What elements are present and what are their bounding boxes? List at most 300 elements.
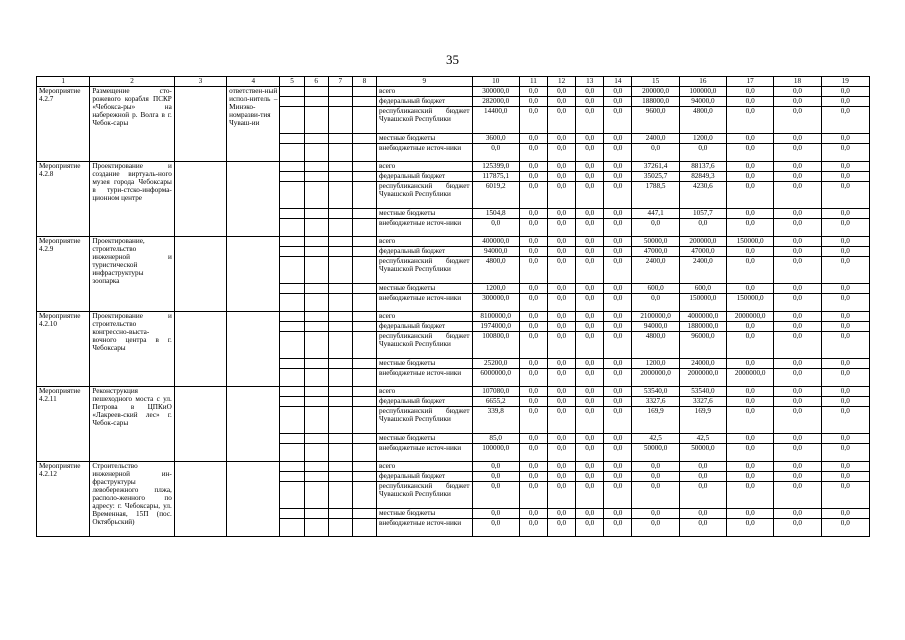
amount-cell: 2400,0	[632, 134, 679, 144]
amount-cell: 0,0	[727, 247, 774, 257]
amount-cell: 0,0	[774, 359, 821, 369]
code-cell	[304, 87, 328, 97]
amount-cell: 0,0	[821, 107, 869, 134]
code-cell	[352, 407, 376, 434]
column-number: 18	[774, 77, 821, 87]
code-cell	[304, 162, 328, 172]
responsible-executor	[227, 387, 280, 462]
code-cell	[280, 219, 304, 237]
amount-cell: 0,0	[548, 182, 576, 209]
amount-cell: 0,0	[821, 397, 869, 407]
amount-cell: 0,0	[632, 144, 679, 162]
column-number: 11	[519, 77, 547, 87]
empty-cell	[174, 462, 226, 537]
code-cell	[328, 209, 352, 219]
code-cell	[352, 332, 376, 359]
code-cell	[328, 219, 352, 237]
code-cell	[352, 144, 376, 162]
amount-cell: 0,0	[576, 359, 604, 369]
code-cell	[352, 87, 376, 97]
amount-cell: 0,0	[519, 144, 547, 162]
column-number: 19	[821, 77, 869, 87]
amount-cell: 0,0	[821, 294, 869, 312]
code-cell	[352, 247, 376, 257]
code-cell	[304, 397, 328, 407]
amount-cell: 0,0	[604, 257, 632, 284]
code-cell	[280, 209, 304, 219]
code-cell	[304, 369, 328, 387]
amount-cell: 0,0	[604, 97, 632, 107]
amount-cell: 0,0	[727, 462, 774, 472]
amount-cell: 14400,0	[472, 107, 519, 134]
amount-cell: 0,0	[548, 209, 576, 219]
amount-cell: 0,0	[519, 444, 547, 462]
column-number: 12	[548, 77, 576, 87]
amount-cell: 0,0	[821, 182, 869, 209]
funding-source: внебюджетные источ-ники	[377, 219, 473, 237]
code-cell	[304, 144, 328, 162]
code-cell	[304, 472, 328, 482]
amount-cell: 0,0	[774, 434, 821, 444]
amount-cell: 37261,4	[632, 162, 679, 172]
amount-cell: 0,0	[519, 182, 547, 209]
amount-cell: 0,0	[821, 134, 869, 144]
amount-cell: 1504,8	[472, 209, 519, 219]
code-cell	[280, 434, 304, 444]
amount-cell: 0,0	[727, 509, 774, 519]
amount-cell: 0,0	[821, 322, 869, 332]
amount-cell: 0,0	[576, 182, 604, 209]
code-cell	[352, 322, 376, 332]
amount-cell: 400000,0	[472, 237, 519, 247]
code-cell	[304, 322, 328, 332]
empty-cell	[174, 387, 226, 462]
amount-cell: 0,0	[604, 434, 632, 444]
amount-cell: 0,0	[519, 397, 547, 407]
amount-cell: 0,0	[632, 482, 679, 509]
table-row	[37, 387, 870, 397]
amount-cell: 0,0	[548, 134, 576, 144]
amount-cell: 0,0	[727, 472, 774, 482]
funding-source: внебюджетные источ-ники	[377, 294, 473, 312]
code-cell	[352, 434, 376, 444]
amount-cell: 0,0	[576, 434, 604, 444]
amount-cell: 3600,0	[472, 134, 519, 144]
code-cell	[304, 284, 328, 294]
code-cell	[280, 237, 304, 247]
amount-cell: 0,0	[774, 97, 821, 107]
amount-cell: 2000000,0	[679, 369, 726, 387]
amount-cell: 53540,0	[632, 387, 679, 397]
event-name: Проектирование и создание виртуаль-ного музея города Чебоксары в тури-стско-информа-ционном центре	[90, 162, 175, 237]
amount-cell: 0,0	[727, 397, 774, 407]
column-number: 6	[304, 77, 328, 87]
code-cell	[328, 107, 352, 134]
amount-cell: 53540,0	[679, 387, 726, 397]
amount-cell: 0,0	[604, 482, 632, 509]
amount-cell: 0,0	[576, 107, 604, 134]
code-cell	[352, 257, 376, 284]
amount-cell: 0,0	[519, 387, 547, 397]
amount-cell: 0,0	[727, 97, 774, 107]
event-name: Реконструкция пешеходного моста с ул. Петрова в ЦПКиО «Лакреев-ский лес» г. Чебок-сары	[90, 387, 175, 462]
table-row	[37, 162, 870, 172]
amount-cell: 0,0	[576, 482, 604, 509]
amount-cell: 0,0	[576, 397, 604, 407]
amount-cell: 282000,0	[472, 97, 519, 107]
amount-cell: 0,0	[519, 407, 547, 434]
empty-cell	[174, 87, 226, 162]
amount-cell: 0,0	[548, 247, 576, 257]
code-cell	[280, 519, 304, 537]
code-cell	[304, 444, 328, 462]
amount-cell: 4800,0	[679, 107, 726, 134]
code-cell	[280, 97, 304, 107]
amount-cell: 0,0	[519, 257, 547, 284]
amount-cell: 0,0	[821, 312, 869, 322]
amount-cell: 94000,0	[679, 97, 726, 107]
amount-cell: 169,9	[632, 407, 679, 434]
amount-cell: 0,0	[604, 387, 632, 397]
amount-cell: 0,0	[519, 162, 547, 172]
code-cell	[280, 472, 304, 482]
amount-cell: 0,0	[519, 359, 547, 369]
column-number: 3	[174, 77, 226, 87]
code-cell	[280, 359, 304, 369]
code-cell	[280, 482, 304, 509]
amount-cell: 4230,6	[679, 182, 726, 209]
column-number: 2	[90, 77, 175, 87]
amount-cell: 0,0	[774, 519, 821, 537]
amount-cell: 0,0	[604, 294, 632, 312]
event-id: Мероприятие 4.2.12	[37, 462, 90, 537]
amount-cell: 0,0	[632, 509, 679, 519]
amount-cell: 0,0	[519, 462, 547, 472]
amount-cell: 0,0	[519, 472, 547, 482]
amount-cell: 42,5	[679, 434, 726, 444]
amount-cell: 0,0	[519, 209, 547, 219]
amount-cell: 0,0	[679, 519, 726, 537]
code-cell	[304, 434, 328, 444]
amount-cell: 0,0	[604, 219, 632, 237]
amount-cell: 0,0	[821, 387, 869, 397]
amount-cell: 0,0	[604, 332, 632, 359]
amount-cell: 0,0	[727, 434, 774, 444]
amount-cell: 82849,3	[679, 172, 726, 182]
amount-cell: 0,0	[774, 332, 821, 359]
event-id: Мероприятие 4.2.7	[37, 87, 90, 162]
code-cell	[352, 509, 376, 519]
amount-cell: 0,0	[727, 87, 774, 97]
amount-cell: 50000,0	[632, 444, 679, 462]
amount-cell: 0,0	[774, 397, 821, 407]
code-cell	[304, 359, 328, 369]
amount-cell: 169,9	[679, 407, 726, 434]
amount-cell: 1200,0	[679, 134, 726, 144]
amount-cell: 0,0	[604, 472, 632, 482]
amount-cell: 9600,0	[632, 107, 679, 134]
amount-cell: 94000,0	[472, 247, 519, 257]
code-cell	[352, 359, 376, 369]
amount-cell: 0,0	[472, 462, 519, 472]
code-cell	[304, 407, 328, 434]
amount-cell: 0,0	[576, 162, 604, 172]
amount-cell: 0,0	[519, 107, 547, 134]
amount-cell: 0,0	[632, 472, 679, 482]
amount-cell: 2000000,0	[727, 369, 774, 387]
amount-cell: 0,0	[548, 284, 576, 294]
amount-cell: 0,0	[548, 407, 576, 434]
column-number: 17	[727, 77, 774, 87]
code-cell	[280, 284, 304, 294]
amount-cell: 25200,0	[472, 359, 519, 369]
amount-cell: 0,0	[576, 387, 604, 397]
amount-cell: 0,0	[632, 462, 679, 472]
column-number: 5	[280, 77, 304, 87]
code-cell	[328, 387, 352, 397]
code-cell	[280, 172, 304, 182]
empty-cell	[174, 162, 226, 237]
funding-source: всего	[377, 237, 473, 247]
amount-cell: 100000,0	[679, 87, 726, 97]
amount-cell: 0,0	[519, 219, 547, 237]
column-number: 10	[472, 77, 519, 87]
amount-cell: 4800,0	[632, 332, 679, 359]
code-cell	[328, 237, 352, 247]
amount-cell: 0,0	[548, 144, 576, 162]
event-name: Строительство инженерной ин-фраструктуры левобережного плжа, располо-женного по адресу: г. Чебоксары, ул. Временная, 15П (пос. Октябрьский)	[90, 462, 175, 537]
amount-cell: 0,0	[774, 107, 821, 134]
funding-source: всего	[377, 312, 473, 322]
code-cell	[280, 509, 304, 519]
amount-cell: 0,0	[604, 462, 632, 472]
amount-cell: 2100000,0	[632, 312, 679, 322]
amount-cell: 0,0	[774, 134, 821, 144]
amount-cell: 0,0	[821, 284, 869, 294]
funding-source: федеральный бюджет	[377, 397, 473, 407]
amount-cell: 0,0	[727, 519, 774, 537]
amount-cell: 0,0	[519, 247, 547, 257]
funding-source: местные бюджеты	[377, 284, 473, 294]
amount-cell: 0,0	[604, 369, 632, 387]
amount-cell: 0,0	[727, 162, 774, 172]
amount-cell: 0,0	[774, 322, 821, 332]
amount-cell: 0,0	[548, 444, 576, 462]
funding-source: местные бюджеты	[377, 434, 473, 444]
page-number: 35	[446, 52, 459, 67]
amount-cell: 0,0	[519, 369, 547, 387]
amount-cell: 0,0	[774, 387, 821, 397]
amount-cell: 3327,6	[632, 397, 679, 407]
code-cell	[304, 387, 328, 397]
code-cell	[304, 519, 328, 537]
funding-source: внебюджетные источ-ники	[377, 144, 473, 162]
responsible-executor	[227, 162, 280, 237]
amount-cell: 200000,0	[679, 237, 726, 247]
amount-cell: 0,0	[604, 359, 632, 369]
table-row	[37, 237, 870, 247]
amount-cell: 150000,0	[679, 294, 726, 312]
amount-cell: 0,0	[548, 237, 576, 247]
column-number: 9	[377, 77, 473, 87]
amount-cell: 0,0	[519, 172, 547, 182]
amount-cell: 0,0	[774, 312, 821, 322]
amount-cell: 0,0	[519, 237, 547, 247]
amount-cell: 0,0	[548, 462, 576, 472]
amount-cell: 0,0	[821, 209, 869, 219]
amount-cell: 0,0	[821, 237, 869, 247]
code-cell	[352, 162, 376, 172]
amount-cell: 0,0	[632, 219, 679, 237]
amount-cell: 0,0	[821, 257, 869, 284]
code-cell	[352, 209, 376, 219]
funding-source: федеральный бюджет	[377, 172, 473, 182]
amount-cell: 0,0	[679, 472, 726, 482]
responsible-executor: ответствен-ный испол-нитель – Минэко-номразви-тия Чуваш-ии	[227, 87, 280, 162]
funding-source: всего	[377, 162, 473, 172]
amount-cell: 0,0	[548, 397, 576, 407]
amount-cell: 0,0	[548, 369, 576, 387]
code-cell	[304, 312, 328, 322]
code-cell	[352, 107, 376, 134]
amount-cell: 0,0	[604, 312, 632, 322]
amount-cell: 0,0	[576, 509, 604, 519]
amount-cell: 4800,0	[472, 257, 519, 284]
amount-cell: 0,0	[679, 482, 726, 509]
amount-cell: 0,0	[821, 87, 869, 97]
amount-cell: 125399,0	[472, 162, 519, 172]
amount-cell: 0,0	[604, 322, 632, 332]
column-number: 7	[328, 77, 352, 87]
code-cell	[328, 434, 352, 444]
amount-cell: 1788,5	[632, 182, 679, 209]
amount-cell: 0,0	[604, 509, 632, 519]
column-number: 8	[352, 77, 376, 87]
amount-cell: 150000,0	[727, 294, 774, 312]
amount-cell: 0,0	[727, 134, 774, 144]
amount-cell: 0,0	[576, 237, 604, 247]
amount-cell: 0,0	[774, 162, 821, 172]
amount-cell: 0,0	[774, 472, 821, 482]
amount-cell: 0,0	[604, 162, 632, 172]
amount-cell: 0,0	[519, 482, 547, 509]
amount-cell: 88137,6	[679, 162, 726, 172]
code-cell	[328, 359, 352, 369]
code-cell	[328, 509, 352, 519]
amount-cell: 0,0	[548, 482, 576, 509]
amount-cell: 600,0	[679, 284, 726, 294]
amount-cell: 1200,0	[472, 284, 519, 294]
amount-cell: 0,0	[604, 284, 632, 294]
code-cell	[328, 312, 352, 322]
amount-cell: 447,1	[632, 209, 679, 219]
amount-cell: 0,0	[472, 144, 519, 162]
amount-cell: 0,0	[548, 332, 576, 359]
amount-cell: 47000,0	[679, 247, 726, 257]
amount-cell: 0,0	[774, 284, 821, 294]
amount-cell: 0,0	[548, 257, 576, 284]
code-cell	[328, 462, 352, 472]
responsible-executor	[227, 462, 280, 537]
amount-cell: 0,0	[821, 482, 869, 509]
code-cell	[328, 332, 352, 359]
amount-cell: 0,0	[576, 87, 604, 97]
amount-cell: 0,0	[774, 257, 821, 284]
code-cell	[352, 97, 376, 107]
amount-cell: 0,0	[821, 509, 869, 519]
code-cell	[304, 237, 328, 247]
funding-source: местные бюджеты	[377, 209, 473, 219]
code-cell	[328, 247, 352, 257]
amount-cell: 1974000,0	[472, 322, 519, 332]
code-cell	[280, 322, 304, 332]
funding-source: местные бюджеты	[377, 359, 473, 369]
table-row	[37, 312, 870, 322]
amount-cell: 0,0	[519, 519, 547, 537]
code-cell	[280, 87, 304, 97]
event-name: Проектирование и строительство конгрессно-выста-вочного центра в г. Чебоксары	[90, 312, 175, 387]
code-cell	[280, 444, 304, 462]
amount-cell: 0,0	[821, 444, 869, 462]
amount-cell: 0,0	[821, 247, 869, 257]
amount-cell: 1200,0	[632, 359, 679, 369]
code-cell	[328, 322, 352, 332]
amount-cell: 0,0	[821, 97, 869, 107]
amount-cell: 0,0	[548, 162, 576, 172]
code-cell	[304, 134, 328, 144]
amount-cell: 188000,0	[632, 97, 679, 107]
code-cell	[304, 482, 328, 509]
budget-table	[36, 76, 870, 537]
amount-cell: 0,0	[727, 359, 774, 369]
amount-cell: 0,0	[548, 312, 576, 322]
amount-cell: 0,0	[548, 107, 576, 134]
amount-cell: 4000000,0	[679, 312, 726, 322]
amount-cell: 0,0	[604, 209, 632, 219]
code-cell	[328, 369, 352, 387]
amount-cell: 339,8	[472, 407, 519, 434]
amount-cell: 50000,0	[632, 237, 679, 247]
funding-source: местные бюджеты	[377, 509, 473, 519]
amount-cell: 0,0	[548, 359, 576, 369]
funding-source: всего	[377, 462, 473, 472]
code-cell	[352, 472, 376, 482]
amount-cell: 6019,2	[472, 182, 519, 209]
amount-cell: 0,0	[604, 134, 632, 144]
amount-cell: 0,0	[472, 519, 519, 537]
amount-cell: 1880000,0	[679, 322, 726, 332]
code-cell	[304, 209, 328, 219]
responsible-executor	[227, 312, 280, 387]
event-id: Мероприятие 4.2.10	[37, 312, 90, 387]
amount-cell: 0,0	[604, 107, 632, 134]
code-cell	[352, 369, 376, 387]
code-cell	[328, 172, 352, 182]
amount-cell: 0,0	[576, 407, 604, 434]
funding-source: республиканский бюджет Чувашской Республики	[377, 257, 473, 284]
code-cell	[280, 257, 304, 284]
amount-cell: 0,0	[774, 182, 821, 209]
amount-cell: 0,0	[774, 237, 821, 247]
amount-cell: 0,0	[821, 407, 869, 434]
amount-cell: 0,0	[774, 407, 821, 434]
funding-source: местные бюджеты	[377, 134, 473, 144]
amount-cell: 0,0	[727, 182, 774, 209]
code-cell	[304, 462, 328, 472]
funding-source: республиканский бюджет Чувашской Республики	[377, 482, 473, 509]
funding-source: федеральный бюджет	[377, 247, 473, 257]
amount-cell: 0,0	[727, 209, 774, 219]
